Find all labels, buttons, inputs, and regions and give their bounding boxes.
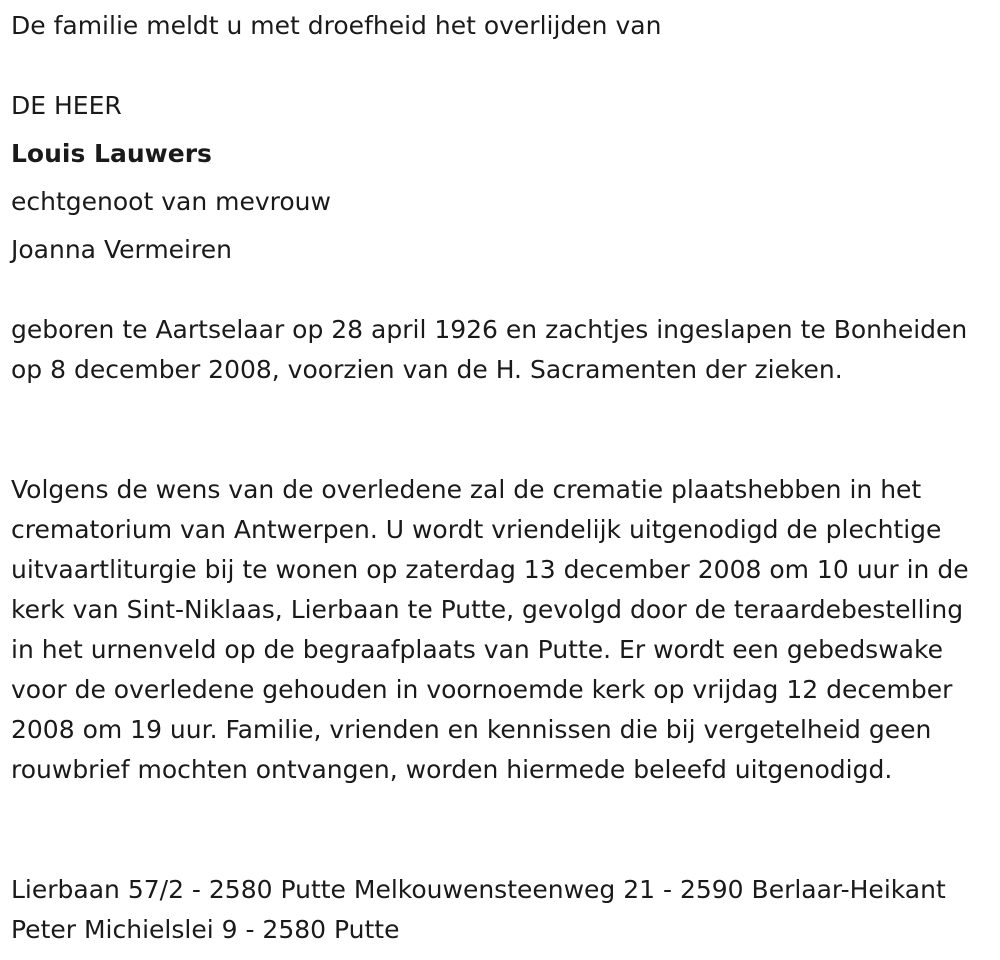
spouse-name: Joanna Vermeiren	[11, 235, 232, 264]
intro-text: De familie meldt u met droefheid het overlijden van	[11, 11, 662, 40]
family-addresses: Lierbaan 57/2 - 2580 Putte Melkouwensteenweg 21 - 2590 Berlaar-Heikant Peter Michielslei 9 - 2580 Putte	[11, 875, 946, 944]
deceased-name: Louis Lauwers	[11, 139, 212, 168]
funeral-details-paragraph: Volgens de wens van de overledene zal de crematie plaatshebben in het crematorium van Antwerpen. U wordt vriendelijk uitgenodigd de plechtige uitvaartliturgie bij te wonen op zaterdag 13 december 2008 om 10 uur in de kerk van Sint-Niklaas, Lierbaan te Putte, gevolgd door de teraardebestelling in het urnenveld op de begraafplaats van Putte. Er wordt een gebedswake voor de overledene gehouden in voornoemde kerk op vrijdag 12 december 2008 om 19 uur. Familie, vrienden en kennissen die bij vergetelheid geen rouwbrief mochten ontvangen, worden hiermede beleefd uitgenodigd.	[11, 475, 969, 784]
spouse-label: echtgenoot van mevrouw	[11, 187, 331, 216]
honorific-title: DE HEER	[11, 91, 122, 120]
birth-death-paragraph: geboren te Aartselaar op 28 april 1926 en zachtjes ingeslapen te Bonheiden op 8 december 2008, voorzien van de H. Sacramenten der zieken.	[11, 315, 968, 384]
